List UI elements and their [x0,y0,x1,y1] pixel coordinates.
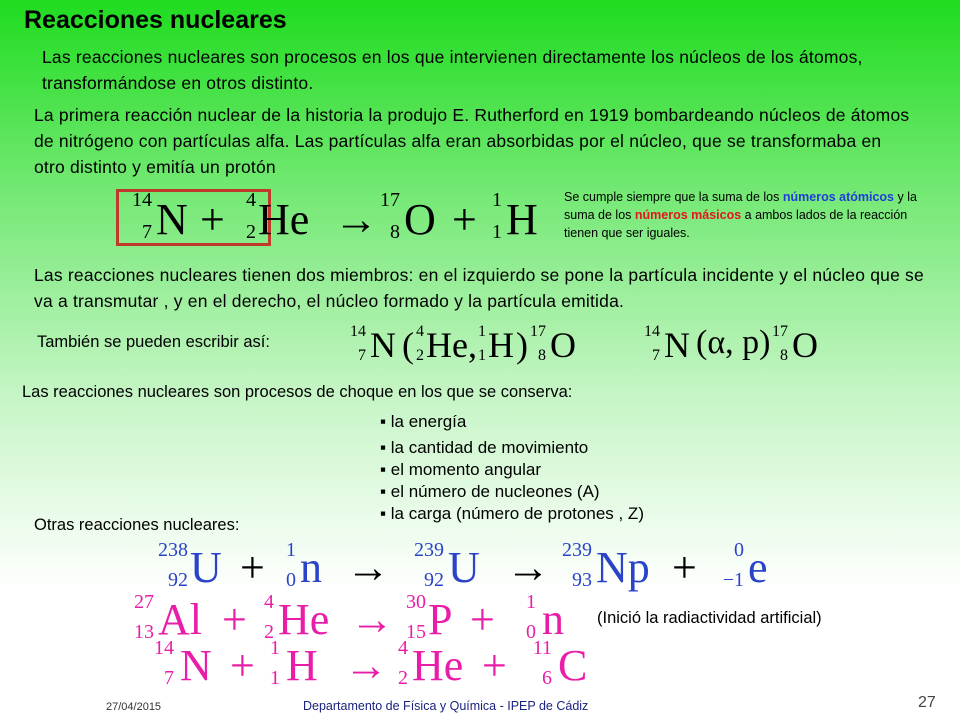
c-eq-he-mass: 4 [398,637,408,659]
neutron-atomic: 0 [286,569,296,591]
al-atomic: 13 [134,621,154,643]
oxygen-symbol: O [404,195,436,244]
conservation-note [564,188,936,242]
u239-atomic: 92 [424,569,444,591]
alt1-n-symbol: N [370,325,396,365]
alt1-o-symbol: O [550,325,576,365]
alt1-o-mass: 17 [530,323,546,340]
alt1-open-paren: ( [402,325,414,365]
carbon-equation [148,638,628,694]
helium-atomic-number: 2 [246,221,256,243]
u239-mass: 239 [414,539,444,561]
note-part3: a ambos lados de la reacción tienen que ser iguales. [564,208,908,240]
p-symbol: P [428,595,453,644]
nitrogen-symbol: N [156,195,188,244]
np-mass: 239 [562,539,592,561]
al-he-atomic: 2 [264,621,274,643]
plus-sign-2: + [672,543,697,592]
c-eq-he-symbol: He [412,641,464,690]
plus-sign-2: + [452,195,477,244]
c-symbol: C [558,641,588,690]
c-eq-h-atomic: 1 [270,667,280,689]
plus-sign: + [230,641,255,690]
conserved-item: ▪ la energía [380,411,644,433]
oxygen-atomic-number: 8 [390,221,400,243]
conserved-item: ▪ el número de nucleones (A) [380,481,644,503]
rutherford-equation [120,190,540,250]
conserved-item: ▪ la cantidad de movimiento [380,437,644,459]
alt1-h-atomic: 1 [478,347,486,364]
neutron-symbol: n [300,543,322,592]
intro-paragraph: Las reacciones nucleares son procesos en los que intervienen directamente los núcleos de los átomos, transformándose en otros distinto. [42,47,863,93]
slide-title: Reacciones nucleares [24,6,287,34]
alt2-o-symbol: O [792,325,818,365]
alt1-close-paren: ) [516,325,528,365]
alternative-notation-label: También se pueden escribir así: [37,333,270,351]
alt2-n-atomic: 7 [652,347,660,364]
c-eq-n-symbol: N [180,641,212,690]
nitrogen-atomic-number: 7 [142,221,152,243]
rutherford-paragraph: La primera reacción nuclear de la historia la produjo E. Rutherford en 1919 bombardeando núcleos de átomos de nitrógeno con partículas alfa. Las partículas alfa eran absorbidas por el núcleo, que se transformaba en otro distinto y emitía un protón [34,105,910,177]
c-eq-n-atomic: 7 [164,667,174,689]
alt-equation-1 [344,322,584,370]
c-eq-he-atomic: 2 [398,667,408,689]
conserved-item: ▪ el momento angular [380,459,644,481]
plus-sign: + [200,195,225,244]
uranium-equation [150,540,790,596]
alt2-n-symbol: N [664,325,690,365]
plus-sign-2: + [470,595,495,644]
al-he-symbol: He [278,595,330,644]
np-atomic: 93 [572,569,592,591]
hydrogen-atomic-number: 1 [492,221,502,243]
other-reactions-label: Otras reacciones nucleares: [34,516,240,534]
reaction-arrow: → [334,195,378,244]
note-part2: y la suma de los [564,190,917,222]
helium-mass-number: 4 [246,189,256,211]
reaction-arrow: → [350,595,394,644]
al-symbol: Al [158,595,202,644]
alt1-o-atomic: 8 [538,347,546,364]
hydrogen-mass-number: 1 [492,189,502,211]
conservation-intro: Las reacciones nucleares son procesos de choque en los que se conserva: [22,383,573,401]
u238-atomic: 92 [168,569,188,591]
plus-sign: + [222,595,247,644]
oxygen-mass-number: 17 [380,189,400,211]
al-mass: 27 [134,591,154,613]
c-eq-n-mass: 14 [154,637,174,659]
c-eq-h-symbol: H [286,641,318,690]
alt1-n-mass: 14 [350,323,366,340]
alt2-n-mass: 14 [644,323,660,340]
reaction-arrow: → [344,641,388,690]
u239-symbol: U [448,543,480,592]
alt1-h-mass: 1 [478,323,486,340]
al-n-atomic: 0 [526,621,536,643]
alt2-particles: (α, p) [696,324,771,361]
reaction-arrow: → [346,543,390,592]
reaction-arrow-2: → [506,543,550,592]
alt-equation-2 [638,322,838,370]
alt1-n-atomic: 7 [358,347,366,364]
hydrogen-symbol: H [506,195,538,244]
note-part1: Se cumple siempre que la suma de los [564,190,783,204]
c-atomic: 6 [542,667,552,689]
page-number: 27 [918,694,936,711]
c-eq-h-mass: 1 [270,637,280,659]
electron-symbol: e [748,543,768,592]
al-n-mass: 1 [526,591,536,613]
radioactivity-note: (Inició la radiactividad artificial) [597,609,822,627]
alt2-o-atomic: 8 [780,347,788,364]
alt1-he-atomic: 2 [416,347,424,364]
al-he-mass: 4 [264,591,274,613]
note-atomic-numbers: números atómicos [782,190,895,204]
u238-symbol: U [190,543,222,592]
helium-symbol: He [258,195,310,244]
c-mass: 11 [532,637,552,659]
u238-mass: 238 [158,539,188,561]
members-paragraph: Las reacciones nucleares tienen dos miembros: en el izquierdo se pone la partícula incidente y el núcleo que se va a transmutar , y en el derecho, el núcleo formado y la partícula emitida. [34,265,924,311]
neutron-mass: 1 [286,539,296,561]
alt2-o-mass: 17 [772,323,788,340]
plus-sign: + [240,543,265,592]
p-atomic: 15 [406,621,426,643]
p-mass: 30 [406,591,426,613]
alt1-he-symbol: He, [426,325,477,365]
alt1-he-mass: 4 [416,323,424,340]
conserved-quantities-list [380,411,644,525]
nitrogen-mass-number: 14 [132,189,152,211]
al-n-symbol: n [542,595,564,644]
plus-sign-2: + [482,641,507,690]
footer-date: 27/04/2015 [106,701,162,713]
np-symbol: Np [596,543,650,592]
footer-department: Departamento de Física y Química - IPEP de Cádiz [303,699,589,713]
electron-mass: 0 [734,539,744,561]
conserved-item: ▪ la carga (número de protones , Z) [380,503,644,525]
note-mass-numbers: números másicos [634,208,742,222]
alt1-h-symbol: H [488,325,514,365]
electron-charge: −1 [722,569,744,591]
